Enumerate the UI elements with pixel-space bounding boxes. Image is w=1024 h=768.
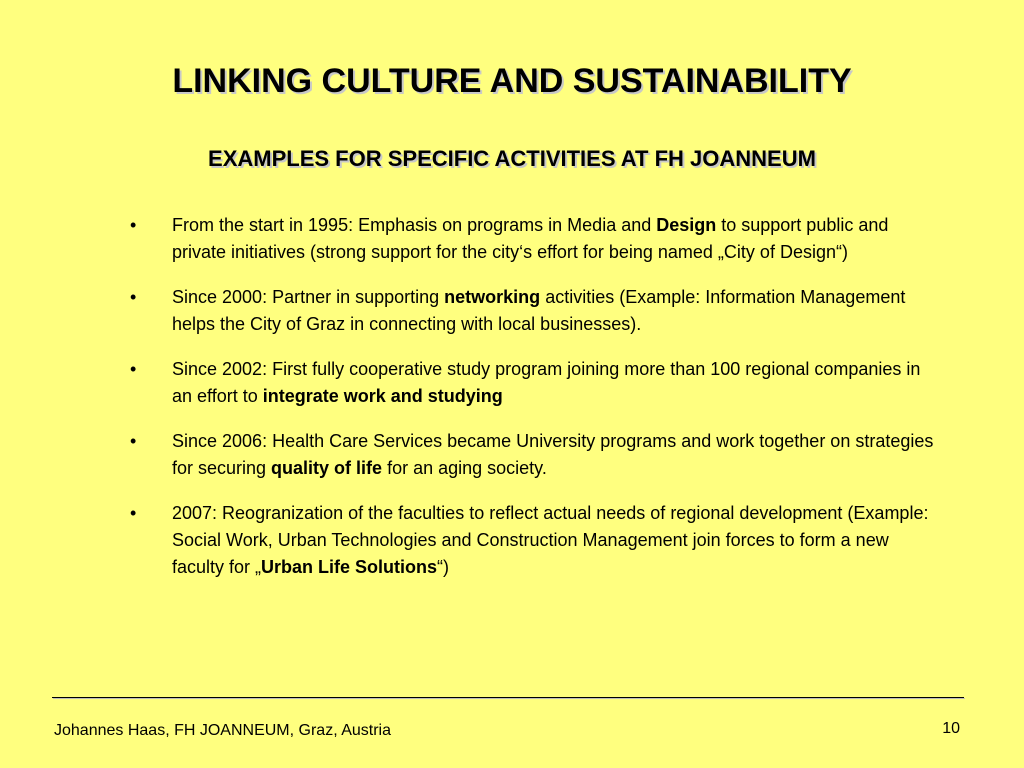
bullet-before-2: Since 2000: Partner in supporting [172, 287, 445, 307]
bullet-item-2 [130, 284, 940, 338]
bullet-dot-icon: • [130, 359, 137, 379]
bullet-before-3: Since 2002: First fully cooperative study program joining more than 100 regional companies in an effort to [172, 359, 921, 406]
bullet-before-1: From the start in 1995: Emphasis on programs in Media and [172, 215, 657, 235]
bullet-bold-4: quality of life [271, 458, 383, 478]
page-number: 10 [942, 720, 960, 737]
bullet-item-1 [130, 212, 940, 266]
bullet-bold-2: networking [444, 287, 541, 307]
bullet-bold-5: Urban Life Solutions [261, 557, 438, 577]
bullet-item-5 [130, 500, 940, 581]
bullet-after-5: “) [437, 557, 450, 577]
bullet-before-4: Since 2006: Health Care Services became University programs and work together on strategies for securing [172, 431, 934, 478]
bullet-item-4 [130, 428, 940, 482]
bullet-after-2: activities (Example: Information Management helps the City of Graz in connecting with local businesses). [172, 287, 906, 334]
bullet-item-3 [130, 356, 940, 410]
bullet-dot-icon: • [130, 431, 137, 451]
bullet-dot-icon: • [130, 287, 137, 307]
bullet-text-2 [172, 287, 905, 334]
bullet-list [130, 212, 940, 599]
bullet-after-1: to support public and private initiatives (strong support for the city‘s effort for being named „City of Design“) [172, 215, 889, 262]
bullet-bold-1: Design [656, 215, 717, 235]
bullet-text-4 [172, 431, 933, 478]
bullet-text-1 [172, 215, 888, 262]
bullet-dot-icon: • [130, 215, 137, 235]
bullet-before-5: 2007: Reogranization of the faculties to reflect actual needs of regional development (Example: Social Work, Urban Technologies and Construction Management join forces to form a new faculty for „ [172, 503, 929, 577]
slide-subtitle: EXAMPLES FOR SPECIFIC ACTIVITIES AT FH JOANNEUM [208, 146, 816, 171]
footer-author: Johannes Haas, FH JOANNEUM, Graz, Austria [54, 722, 391, 739]
footer-divider [52, 697, 964, 698]
bullet-after-4: for an aging society. [382, 458, 547, 478]
bullet-dot-icon: • [130, 503, 137, 523]
bullet-text-5 [172, 503, 928, 577]
slide-title: LINKING CULTURE AND SUSTAINABILITY [172, 62, 852, 100]
bullet-text-3 [172, 359, 920, 406]
bullet-bold-3: integrate work and studying [262, 386, 503, 406]
